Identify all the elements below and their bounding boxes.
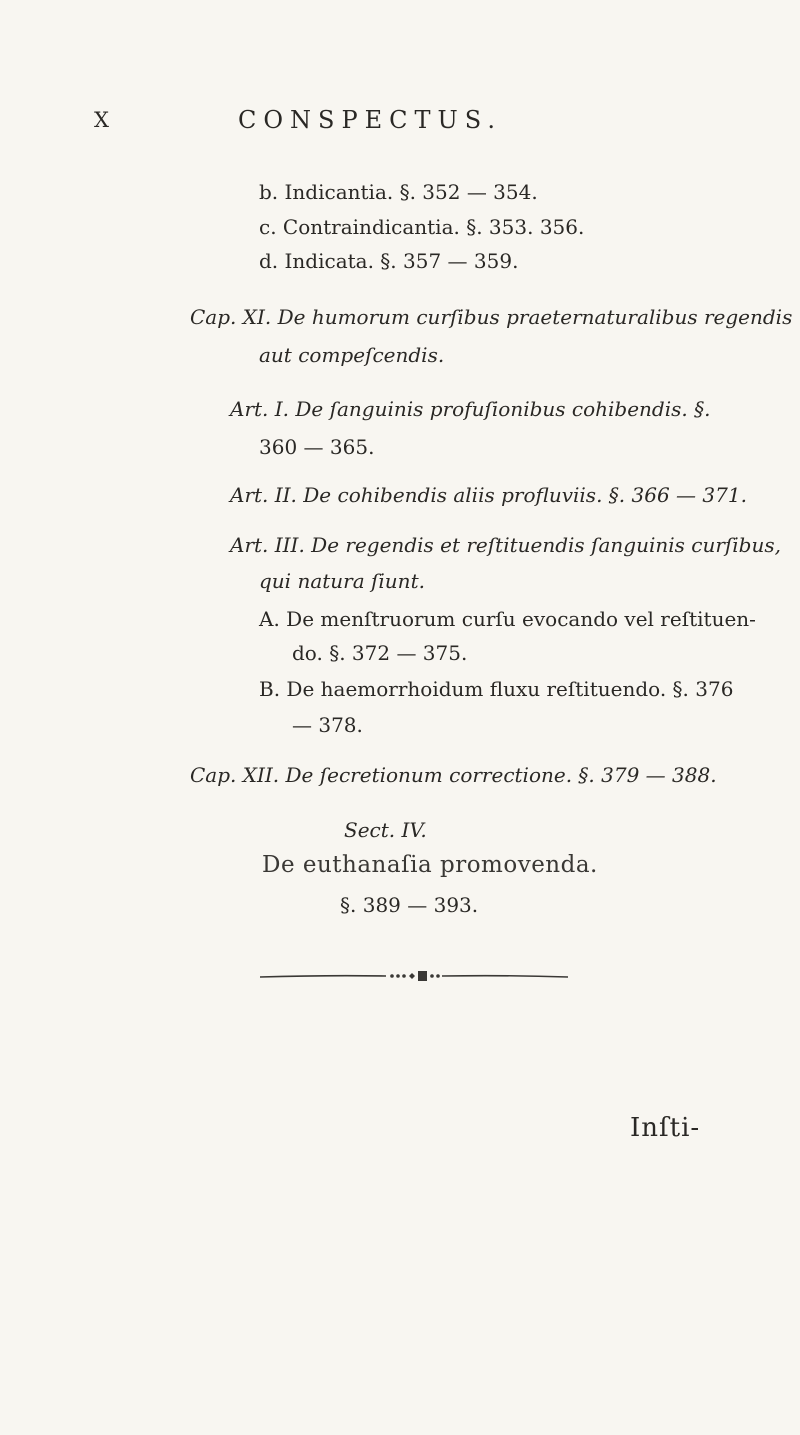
catchword: Inſti- bbox=[630, 1113, 701, 1143]
article-3-heading-cont: qui natura ſiunt. bbox=[259, 569, 425, 593]
page-number: X bbox=[94, 108, 110, 132]
entry-a-menstruorum: A. De menſtruorum curſu evocando vel reſtituen- bbox=[259, 607, 756, 631]
entry-b-haemorrhoidum: B. De haemorrhoidum fluxu reſtituendo. §. 376 bbox=[259, 677, 734, 701]
entry-a-menstruorum-cont: do. §. 372 — 375. bbox=[292, 641, 468, 665]
entry-c-contraindicantia: c. Contraindicantia. §. 353. 356. bbox=[259, 215, 585, 239]
entry-b-haemorrhoidum-cont: — 378. bbox=[292, 713, 363, 737]
entry-d-indicata: d. Indicata. §. 357 — 359. bbox=[259, 249, 519, 273]
section-4-label: Sect. IV. bbox=[344, 818, 427, 842]
chapter-12-heading: Cap. XII. De ſecretionum correctione. §. 379 — 388. bbox=[190, 763, 717, 787]
article-1-heading: Art. I. De ſanguinis profuſionibus cohibendis. §. bbox=[230, 397, 711, 421]
entry-b-indicantia: b. Indicantia. §. 352 — 354. bbox=[259, 180, 538, 204]
article-2-heading: Art. II. De cohibendis aliis profluviis. §. 366 — 371. bbox=[230, 483, 747, 507]
section-4-range: §. 389 — 393. bbox=[340, 893, 479, 917]
ornamental-rule bbox=[258, 970, 570, 982]
section-4-title: De euthanaſia promovenda. bbox=[262, 852, 598, 878]
article-1-range: 360 — 365. bbox=[259, 435, 375, 459]
article-3-heading: Art. III. De regendis et reſtituendis ſanguinis curſibus, bbox=[230, 533, 781, 557]
chapter-11-heading: Cap. XI. De humorum curſibus praeternaturalibus regendis bbox=[190, 305, 793, 329]
running-title: CONSPECTUS. bbox=[238, 106, 502, 134]
chapter-11-heading-cont: aut compeſcendis. bbox=[259, 343, 445, 367]
